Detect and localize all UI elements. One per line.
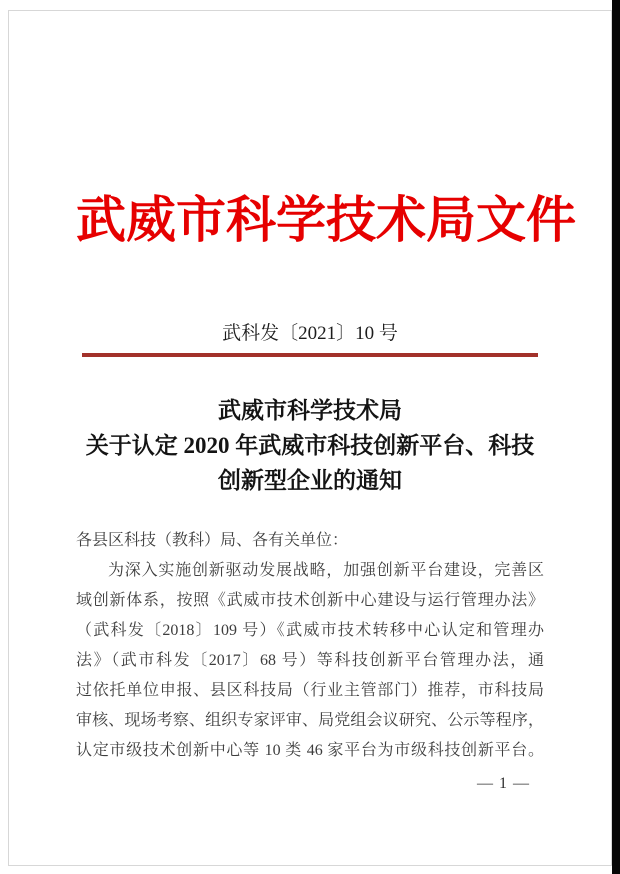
document-title	[76, 393, 544, 498]
document-page	[8, 10, 612, 866]
body-line: 过依托单位申报、县区科技局（行业主管部门）推荐，市科技局	[76, 682, 544, 699]
page-number: — 1 —	[477, 775, 530, 792]
document-title-line-1: 武威市科学技术局	[218, 398, 402, 423]
body-line: 审核、现场考察、组织专家评审、局党组会议研究、公示等程序，	[76, 712, 544, 729]
body-line: 为深入实施创新驱动发展战略，加强创新平台建设，完善区	[108, 562, 544, 579]
document-title-line-2: 关于认定 2020 年武威市科技创新平台、科技	[85, 433, 535, 458]
document-masthead-title: 武威市科学技术局文件	[76, 192, 576, 248]
red-divider-line	[82, 353, 538, 357]
document-body	[76, 526, 544, 766]
salutation-line: 各县区科技（教科）局、各有关单位：	[76, 532, 349, 549]
body-line: 法》（武市科发〔2017〕68 号）等科技创新平台管理办法，通	[76, 652, 544, 669]
document-number: 武科发〔2021〕10 号	[222, 323, 398, 344]
document-content	[9, 189, 611, 874]
body-line: （武科发〔2018〕109 号）《武威市技术转移中心认定和管理办	[76, 622, 544, 639]
body-line: 域创新体系，按照《武威市技术创新中心建设与运行管理办法》	[76, 592, 544, 609]
document-title-line-3: 创新型企业的通知	[218, 468, 402, 493]
body-line: 认定市级技术创新中心等 10 类 46 家平台为市级科技创新平台。	[76, 742, 544, 759]
scan-edge-strip	[612, 0, 620, 874]
